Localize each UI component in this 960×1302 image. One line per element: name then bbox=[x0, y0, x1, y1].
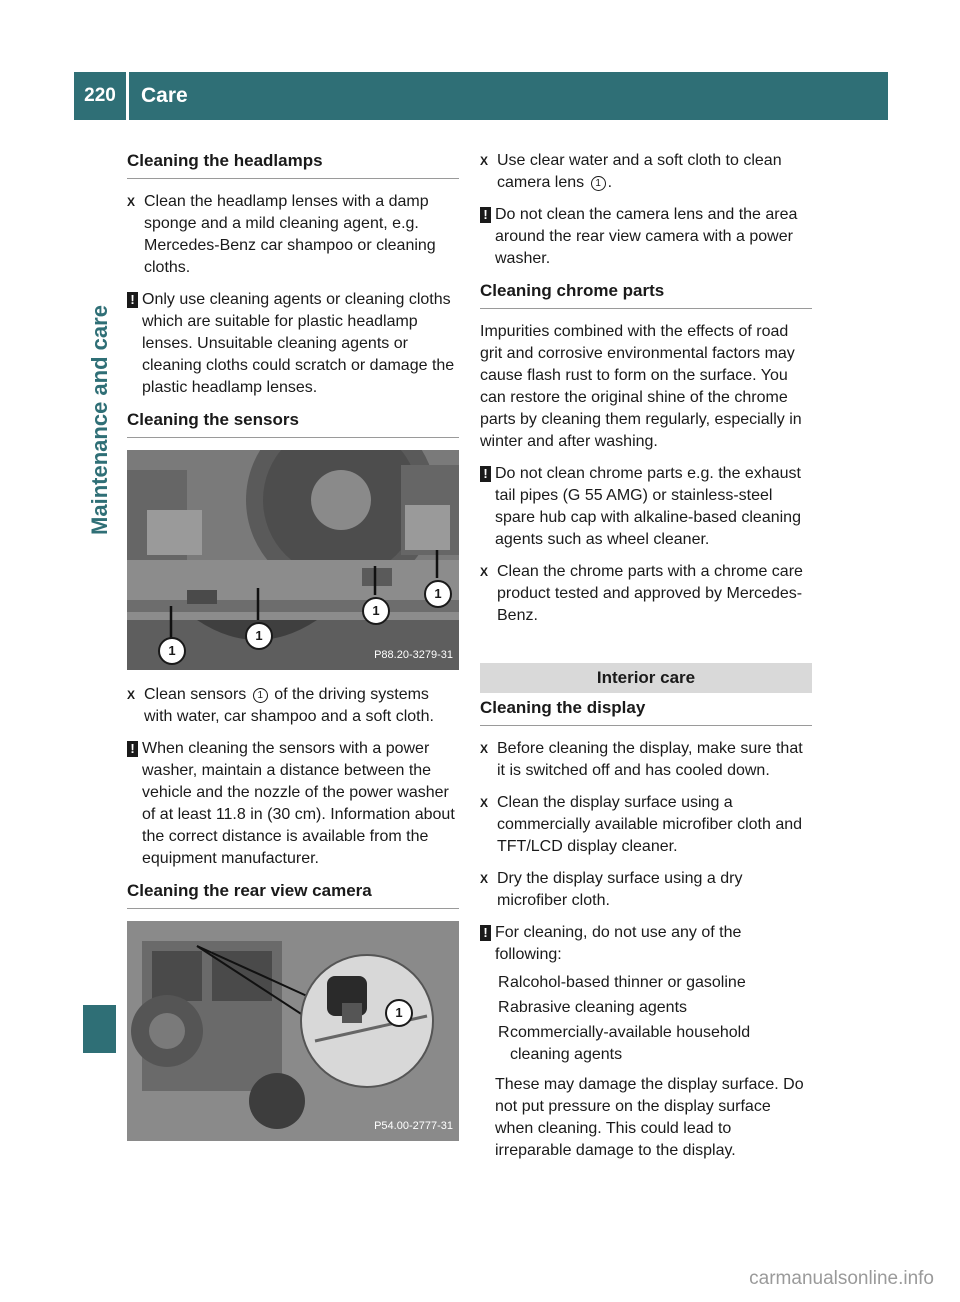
step-marker-icon: X bbox=[480, 742, 489, 756]
step-text: Clean the display surface using a commercially available microfiber cloth and TFT/LCD display cleaner. bbox=[497, 794, 803, 855]
step-text: Clean the chrome parts with a chrome care product tested and approved by Mercedes-Benz. bbox=[497, 563, 803, 624]
step-sensors bbox=[127, 684, 459, 728]
bullet-item bbox=[480, 1022, 812, 1066]
warning-icon: ! bbox=[127, 292, 138, 308]
left-column bbox=[127, 150, 459, 1155]
bullet-item bbox=[480, 997, 812, 1019]
warning-icon: ! bbox=[480, 207, 491, 223]
warning-text: Do not clean the camera lens and the area around the rear view camera with a power washer. bbox=[495, 206, 798, 267]
heading-cleaning-chrome-parts: Cleaning chrome parts bbox=[480, 280, 812, 309]
warning-chrome bbox=[480, 463, 812, 551]
right-column bbox=[480, 150, 812, 1172]
bullet-item bbox=[480, 972, 812, 994]
callout-ref: 1 bbox=[253, 688, 268, 703]
bullet-text: commercially-available household cleaning agents bbox=[510, 1024, 751, 1063]
step-marker-icon: X bbox=[480, 154, 489, 168]
figure-rear-camera bbox=[127, 921, 459, 1141]
warning-text: Do not clean chrome parts e.g. the exhaust tail pipes (G 55 AMG) or stainless-steel spare hub cap with alkaline-based cleaning agents such as wheel cleaner. bbox=[495, 465, 801, 548]
chapter-side-marker bbox=[83, 1005, 116, 1053]
step-display-1 bbox=[480, 738, 812, 782]
step-camera bbox=[480, 150, 812, 194]
callout-1: 1 bbox=[385, 999, 413, 1027]
callout-1: 1 bbox=[158, 637, 186, 665]
step-text: Dry the display surface using a dry microfiber cloth. bbox=[497, 870, 743, 909]
warning-text: For cleaning, do not use any of the following: bbox=[495, 924, 742, 963]
bullet-icon: R bbox=[498, 1024, 510, 1041]
rear-camera-illustration bbox=[127, 921, 459, 1141]
step-text-post: of the driving systems with water, car shampoo and a soft cloth. bbox=[144, 686, 434, 725]
warning-camera bbox=[480, 204, 812, 270]
warning-sensors bbox=[127, 738, 459, 870]
figure-code: P54.00-2777-31 bbox=[374, 1120, 453, 1132]
warning-text: Only use cleaning agents or cleaning cloths which are suitable for plastic headlamp lenses. Unsuitable cleaning agents or cleaning cloths could scratch or damage the plastic headlamp lenses. bbox=[142, 291, 455, 396]
warning-headlamps bbox=[127, 289, 459, 399]
step-marker-icon: X bbox=[127, 688, 136, 702]
bullet-text: alcohol-based thinner or gasoline bbox=[510, 974, 746, 991]
bullet-text: abrasive cleaning agents bbox=[510, 999, 688, 1016]
callout-ref: 1 bbox=[591, 176, 606, 191]
heading-cleaning-headlamps: Cleaning the headlamps bbox=[127, 150, 459, 179]
step-display-3 bbox=[480, 868, 812, 912]
figure-code: P88.20-3279-31 bbox=[374, 649, 453, 661]
bullet-icon: R bbox=[498, 999, 510, 1016]
step-headlamps bbox=[127, 191, 459, 279]
warning-icon: ! bbox=[480, 925, 491, 941]
step-text-post: . bbox=[607, 174, 613, 191]
step-marker-icon: X bbox=[480, 872, 489, 886]
chapter-side-tab bbox=[83, 140, 116, 700]
step-chrome bbox=[480, 561, 812, 627]
callout-1: 1 bbox=[424, 580, 452, 608]
heading-cleaning-sensors: Cleaning the sensors bbox=[127, 409, 459, 438]
step-marker-icon: X bbox=[480, 565, 489, 579]
figure-sensors bbox=[127, 450, 459, 670]
warning-display bbox=[480, 922, 812, 966]
step-marker-icon: X bbox=[480, 796, 489, 810]
heading-cleaning-rear-view-camera: Cleaning the rear view camera bbox=[127, 880, 459, 909]
section-title-bar bbox=[129, 72, 888, 120]
display-closing: These may damage the display surface. Do not put pressure on the display surface when cleaning. This could lead to irreparable damage to the display. bbox=[495, 1076, 804, 1159]
warning-text: When cleaning the sensors with a power washer, maintain a distance between the vehicle and the nozzle of the power washer of at least 11.8 in (30 cm). Information about the correct distance is available from the equipment manufacturer. bbox=[142, 740, 455, 867]
bullet-icon: R bbox=[498, 974, 510, 991]
chapter-side-tab-label: Maintenance and care bbox=[86, 305, 112, 535]
watermark: carmanualsonline.info bbox=[749, 1268, 934, 1289]
step-text-pre: Use clear water and a soft cloth to clean camera lens bbox=[497, 152, 782, 191]
warning-icon: ! bbox=[127, 741, 138, 757]
step-text: Clean the headlamp lenses with a damp sponge and a mild cleaning agent, e.g. Mercedes-Benz car shampoo or cleaning cloths. bbox=[144, 193, 436, 276]
warning-icon: ! bbox=[480, 466, 491, 482]
step-text-pre: Clean sensors bbox=[144, 686, 247, 703]
page-number: 220 bbox=[74, 72, 126, 120]
step-display-2 bbox=[480, 792, 812, 858]
callout-1: 1 bbox=[245, 622, 273, 650]
callout-1: 1 bbox=[362, 597, 390, 625]
section-title: Care bbox=[141, 84, 188, 107]
step-text: Before cleaning the display, make sure that it is switched off and has cooled down. bbox=[497, 740, 803, 779]
step-marker-icon: X bbox=[127, 195, 136, 209]
chrome-intro: Impurities combined with the effects of road grit and corrosive environmental factors may cause flash rust to form on the surface. You can restore the original shine of the chrome parts by cleaning them regularly, especially in winter and after washing. bbox=[480, 323, 802, 450]
band-interior-care: Interior care bbox=[480, 663, 812, 693]
heading-cleaning-display: Cleaning the display bbox=[480, 697, 812, 726]
